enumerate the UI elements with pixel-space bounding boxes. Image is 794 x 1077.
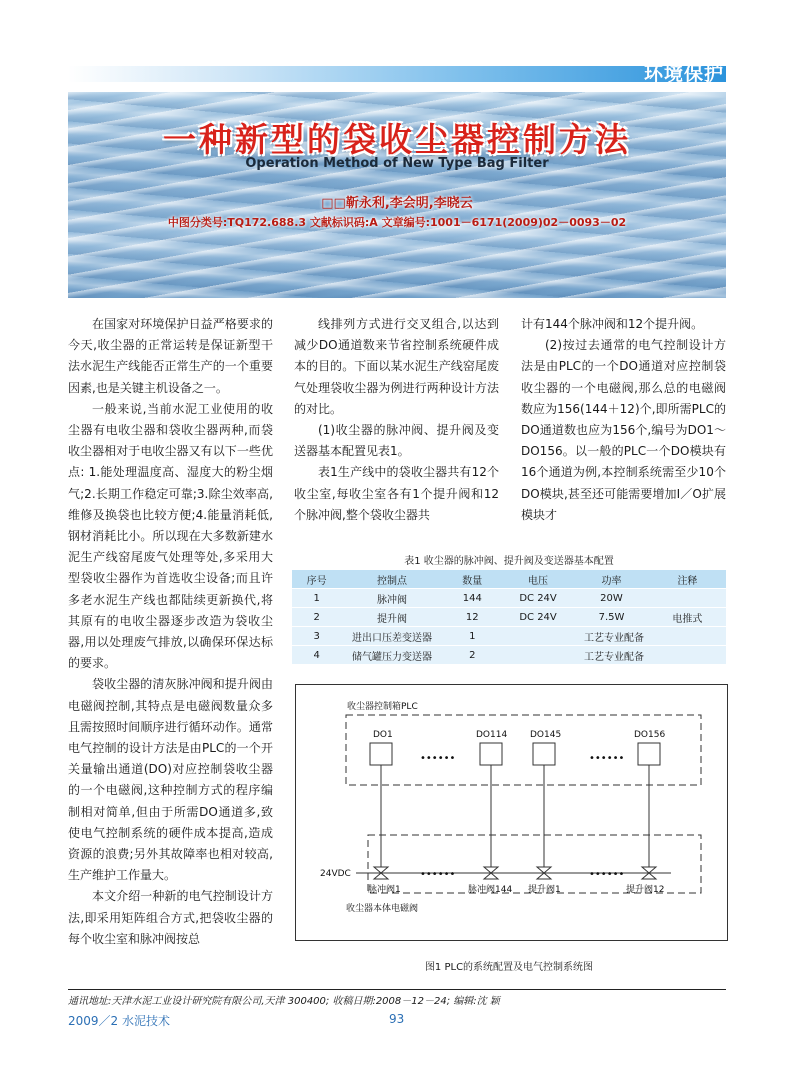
header-bar (68, 66, 726, 82)
table-caption: 表1 收尘器的脉冲阀、提升阀及变送器基本配置 (404, 556, 614, 567)
table-cell: 1 (313, 592, 320, 604)
article-authors: □□靳永利,李会明,李晓云 (321, 196, 473, 211)
solenoid-valve-icon (642, 855, 656, 879)
paragraph: 一般来说,当前水泥工业使用的收尘器有电收尘器和袋收尘器两种,而袋收尘器相对于电收尘器又有以下一些优点: 1.能处理温度高、湿度大的粉尘烟气;2.长期工作稳定可靠;3.除尘效率高,维修及换袋也比较方便;4.能量消耗低,钢材消耗比小。所以现在大多数新建水泥生产线窑尾废气处理等处,多采用大型袋收尘器作为首选收尘设备;而且许多老水泥生产线也都陆续更新换代,将其原有的电收尘器逐步改造为袋收尘器,用以处理废气排放,以确保环保达标的要求。 (68, 401, 273, 671)
do-label: DO114 (476, 730, 508, 740)
section-tag: 环境保护 (643, 63, 724, 85)
table-row (292, 627, 726, 646)
solenoid-valve-icon (537, 855, 551, 879)
table-header: 功率 (601, 575, 622, 587)
table-cell: 储气罐压力变送器 (351, 651, 432, 663)
table-cell: 2 (469, 649, 476, 661)
table-cell: 提升阀 (376, 613, 407, 625)
table-cell: 7.5W (598, 611, 625, 623)
valve-label: 脉冲阀1 (368, 885, 401, 895)
table-header: 序号 (306, 575, 327, 587)
valve-label: 脉冲阀144 (468, 885, 513, 895)
solenoid-valve-icon (374, 855, 388, 879)
table-cell: DC 24V (519, 592, 557, 604)
valve-label: 提升阀12 (626, 885, 665, 895)
footer-rule (68, 989, 726, 990)
table-cell: 12 (465, 611, 479, 623)
ellipsis: •••••• (589, 753, 625, 764)
do-terminal (634, 730, 665, 765)
ellipsis: •••••• (420, 753, 456, 764)
table-header: 电压 (528, 575, 549, 587)
paragraph: 在国家对环境保护日益严格要求的今天,收尘器的正常运转是保证新型干法水泥生产线能否正常生产的一个重要因素,也是关键主机设备之一。 (68, 317, 273, 395)
table-row (292, 646, 726, 665)
author-footnote: 通讯地址:天津水泥工业设计研究院有限公司,天津 300400; 收稿日期:2008－12－24; 编辑:沈 颖 (68, 996, 500, 1007)
do-terminal (530, 730, 561, 765)
table-cell: 电推式 (672, 613, 703, 625)
plc-box-label: 收尘器控制箱PLC (347, 702, 418, 712)
do-terminal (370, 730, 393, 765)
table-cell: 2 (313, 611, 320, 623)
paragraph: 袋收尘器的清灰脉冲阀和提升阀由电磁阀控制,其特点是电磁阀数量众多且需按照时间顺序进行循环动作。通常电气控制的设计方法是由PLC的一个开关量输出通道(DO)对应控制袋收尘器的一个电磁阀,这种控制方式的程序编制相对简单,但由于所需DO通道多,致使电气控制系统的硬件成本提高,造成资源的浪费;另外其故障率也相对较高,生产维护工作量大。 (68, 677, 273, 883)
ellipsis: •••••• (589, 869, 625, 880)
do-label: DO156 (634, 730, 666, 740)
body-column-1 (68, 314, 273, 950)
paragraph: 线排列方式进行交叉组合,以达到减少DO通道数来节省控制系统硬件成本的目的。下面以某水泥生产线窑尾废气处理袋收尘器为例进行两种设计方法的对比。 (294, 317, 499, 416)
table-cell: 进出口压差变送器 (351, 632, 432, 644)
table-cell: 工艺专业配备 (583, 651, 644, 663)
table-cell: 脉冲阀 (376, 594, 407, 606)
valve-label: 提升阀1 (528, 885, 561, 895)
valve-box-label: 收尘器本体电磁阀 (346, 904, 419, 914)
table-cell: 3 (313, 630, 320, 642)
ellipsis: •••••• (420, 869, 456, 880)
table-header: 数量 (462, 575, 483, 587)
table-cell: 20W (600, 592, 623, 604)
table-header-row (292, 570, 726, 589)
body-column-2 (294, 314, 499, 526)
table-header: 注释 (677, 575, 698, 587)
table-cell: 144 (462, 592, 482, 604)
plc-control-diagram (296, 685, 725, 938)
table-row (292, 608, 726, 627)
classification-info: 中图分类号:TQ172.688.3 文献标识码:A 文章编号:1001－6171(2009)02－0093－02 (167, 216, 627, 229)
table-header: 控制点 (376, 575, 407, 587)
paragraph: 本文介绍一种新的电气控制设计方法,即采用矩阵组合方式,把袋收尘器的每个收尘室和脉冲阀按总 (68, 889, 273, 946)
do-label: DO145 (530, 730, 562, 740)
journal-issue: 2009／2 水泥技术 (68, 1014, 170, 1028)
table-row (292, 589, 726, 608)
solenoid-valve-icon (484, 855, 498, 879)
table-cell: 1 (469, 630, 476, 642)
do-label: DO1 (373, 730, 393, 740)
body-column-3 (521, 314, 726, 526)
paragraph: 计有144个脉冲阀和12个提升阀。 (521, 317, 704, 331)
page-number: 93 (389, 1012, 405, 1026)
table-cell: 工艺专业配备 (583, 632, 644, 644)
figure-caption: 图1 PLC的系统配置及电气控制系统图 (424, 962, 594, 973)
table-cell: DC 24V (519, 611, 557, 623)
do-terminal (476, 730, 507, 765)
paragraph: (1)收尘器的脉冲阀、提升阀及变送器基本配置见表1。 (294, 423, 499, 459)
paragraph: (2)按过去通常的电气控制设计方法是由PLC的一个DO通道对应控制袋收尘器的一个电磁阀,那么总的电磁阀数应为156(144＋12)个,即所需PLC的DO通道数也应为156个,编号为DO1～DO156。以一般的PLC一个DO模块有16个通道为例,本控制系统需至少10个DO模块,甚至还可能需要增加I／O扩展模块才 (521, 338, 726, 522)
table-cell: 4 (313, 649, 320, 661)
article-title: 一种新型的袋收尘器控制方法 (163, 120, 631, 159)
paragraph: 表1生产线中的袋收尘器共有12个收尘室,每收尘室各有1个提升阀和12个脉冲阀,整个袋收尘器共 (294, 465, 499, 522)
title-banner (68, 92, 726, 298)
valve-config-table (292, 570, 726, 664)
table-cell (649, 589, 726, 608)
article-subtitle: Operation Method of New Type Bag Filter (245, 156, 549, 171)
voltage-label: 24VDC (320, 869, 351, 879)
